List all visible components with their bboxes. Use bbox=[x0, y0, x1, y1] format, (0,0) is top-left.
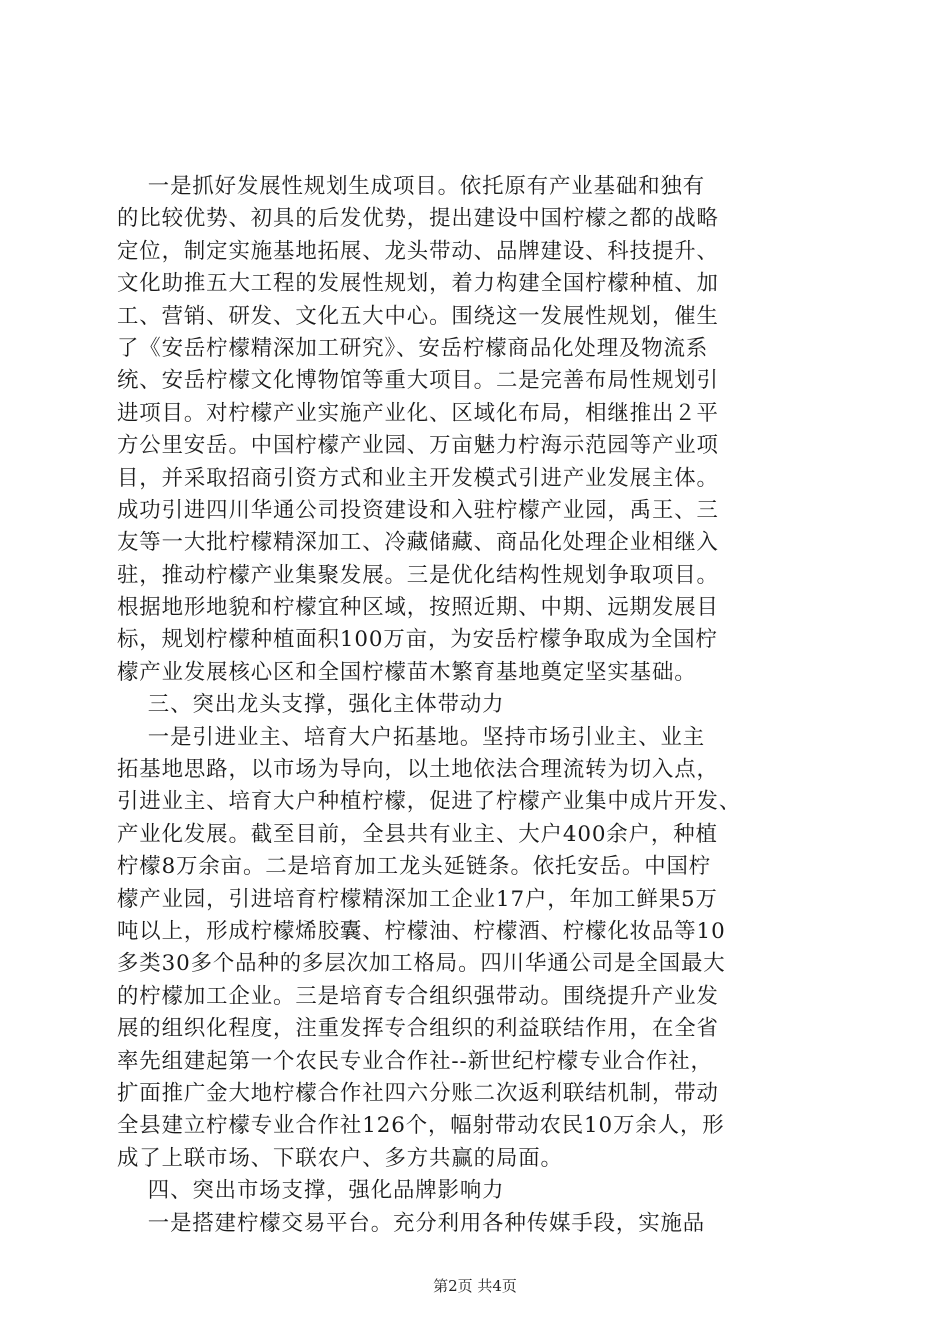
text-line: 驻，推动柠檬产业集聚发展。三是优化结构性规划争取项目。 bbox=[117, 562, 719, 588]
text-line: 友等一大批柠檬精深加工、冷藏储藏、商品化处理企业相继入 bbox=[117, 530, 719, 556]
text-line: 吨以上，形成柠檬烯胶囊、柠檬油、柠檬酒、柠檬化妆品等10 bbox=[117, 918, 726, 944]
text-line: 率先组建起第一个农民专业合作社--新世纪柠檬专业合作社， bbox=[117, 1048, 713, 1074]
text-line: 一是引进业主、培育大户拓基地。坚持市场引业主、业主 bbox=[117, 724, 706, 750]
text-line: 标，规划柠檬种植面积100万亩，为安岳柠檬争取成为全国柠 bbox=[117, 627, 718, 653]
text-line: 进项目。对柠檬产业实施产业化、区域化布局，相继推出２平 bbox=[117, 400, 719, 426]
text-line: 扩面推广金大地柠檬合作社四六分账二次返利联结机制，带动 bbox=[117, 1080, 719, 1106]
text-line: 一是抓好发展性规划生成项目。依托原有产业基础和独有 bbox=[117, 174, 706, 199]
text-line: 的比较优势、初具的后发优势，提出建设中国柠檬之都的战略 bbox=[117, 206, 719, 232]
text-line: 檬产业发展核心区和全国柠檬苗木繁育基地奠定坚实基础。 bbox=[117, 659, 697, 685]
text-line: 檬产业园，引进培育柠檬精深加工企业17户，年加工鲜果5万 bbox=[117, 886, 718, 912]
text-line: 根据地形地貌和柠檬宜种区域，按照近期、中期、远期发展目 bbox=[117, 595, 719, 621]
text-line: 成了上联市场、下联农户、多方共赢的局面。 bbox=[117, 1145, 563, 1171]
text-line: 拓基地思路，以市场为导向，以土地依法合理流转为切入点， bbox=[117, 757, 719, 783]
text-line: 工、营销、研发、文化五大中心。围绕这一发展性规划，催生 bbox=[117, 303, 719, 329]
text-line: 文化助推五大工程的发展性规划，着力构建全国柠檬种植、加 bbox=[117, 271, 719, 297]
text-line: 成功引进四川华通公司投资建设和入驻柠檬产业园，禹王、三 bbox=[117, 497, 719, 523]
text-line: 方公里安岳。中国柠檬产业园、万亩魅力柠海示范园等产业项 bbox=[117, 433, 719, 459]
text-line: 展的组织化程度，注重发挥专合组织的利益联结作用，在全省 bbox=[117, 1016, 719, 1042]
page-number-footer: 第2页 共4页 bbox=[433, 1277, 517, 1295]
text-line: 了《安岳柠檬精深加工研究》、安岳柠檬商品化处理及物流系 bbox=[117, 335, 709, 361]
text-line: 产业化发展。截至目前，全县共有业主、大户400余户，种植 bbox=[117, 821, 718, 847]
section-heading: 三、突出龙头支撑，强化主体带动力 bbox=[117, 692, 505, 718]
text-line: 一是搭建柠檬交易平台。充分利用各种传媒手段，实施品 bbox=[117, 1210, 706, 1236]
text-line: 的柠檬加工企业。三是培育专合组织强带动。围绕提升产业发 bbox=[117, 983, 719, 1009]
text-line: 全县建立柠檬专业合作社126个，幅射带动农民10万余人，形 bbox=[117, 1113, 725, 1139]
text-line: 目，并采取招商引资方式和业主开发模式引进产业发展主体。 bbox=[117, 465, 719, 491]
section-heading: 四、突出市场支撑，强化品牌影响力 bbox=[117, 1178, 505, 1204]
text-line: 统、安岳柠檬文化博物馆等重大项目。二是完善布局性规划引 bbox=[117, 368, 719, 394]
document-body bbox=[117, 171, 833, 1240]
text-line: 引进业主、培育大户种植柠檬，促进了柠檬产业集中成片开发、 bbox=[117, 789, 742, 815]
text-line: 柠檬8万余亩。二是培育加工龙头延链条。依托安岳。中国柠 bbox=[117, 854, 712, 880]
text-line: 定位，制定实施基地拓展、龙头带动、品牌建设、科技提升、 bbox=[117, 238, 719, 264]
text-line: 多类30多个品种的多层次加工格局。四川华通公司是全国最大 bbox=[117, 951, 726, 977]
